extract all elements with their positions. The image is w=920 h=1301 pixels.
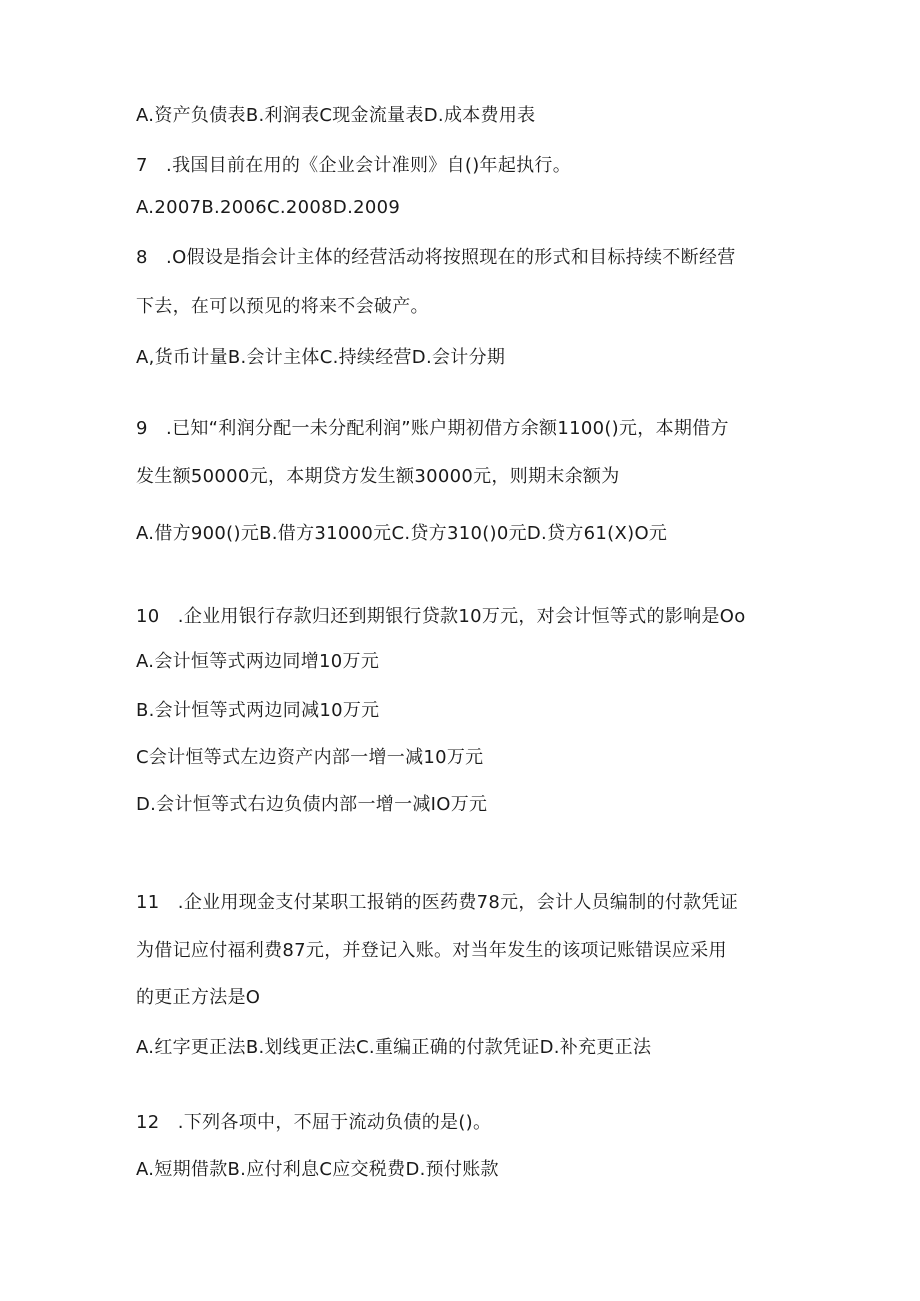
q6-options: A.资产负债表B.利润表C现金流量表D.成本费用表 [136, 105, 536, 126]
q10-option-d: D.会计恒等式右边负债内部一增一减IO万元 [136, 794, 488, 815]
q9-question-line-2: 发生额50000元，本期贷方发生额30000元，则期末余额为 [136, 466, 620, 487]
q11-question-line-3: 的更正方法是O [136, 987, 261, 1008]
q10-question: 10 .企业用银行存款归还到期银行贷款10万元，对会计恒等式的影响是Oo [136, 606, 746, 627]
q8-question-line-2: 下去，在可以预见的将来不会破产。 [136, 296, 429, 317]
q7-question: 7 .我国目前在用的《企业会计准则》自()年起执行。 [136, 155, 572, 176]
q9-question-line-1: 9 .已知“利润分配一未分配利润”账户期初借方余额1100()元，本期借方 [136, 418, 729, 439]
q11-question-line-1: 11 .企业用现金支付某职工报销的医药费78元，会计人员编制的付款凭证 [136, 892, 739, 913]
q12-question: 12 .下列各项中，不屈于流动负债的是()。 [136, 1112, 492, 1133]
q11-options: A.红字更正法B.划线更正法C.重编正确的付款凭证D.补充更正法 [136, 1037, 652, 1058]
q7-options: A.2007B.2006C.2008D.2009 [136, 197, 401, 218]
q8-options: A,货币计量B.会计主体C.持续经营D.会计分期 [136, 347, 506, 368]
q10-option-b: B.会计恒等式两边同减10万元 [136, 700, 380, 721]
q10-option-a: A.会计恒等式两边同增10万元 [136, 651, 380, 672]
q8-question-line-1: 8 .O假设是指会计主体的经营活动将按照现在的形式和目标持续不断经营 [136, 247, 736, 268]
q11-question-line-2: 为借记应付福利费87元，并登记入账。对当年发生的该项记账错误应采用 [136, 940, 727, 961]
q10-option-c: C会计恒等式左边资产内部一增一减10万元 [136, 747, 484, 768]
q12-options: A.短期借款B.应付利息C应交税费D.预付账款 [136, 1159, 499, 1180]
q9-options: A.借方900()元B.借方31000元C.贷方310()0元D.贷方61(X)O元 [136, 523, 668, 544]
